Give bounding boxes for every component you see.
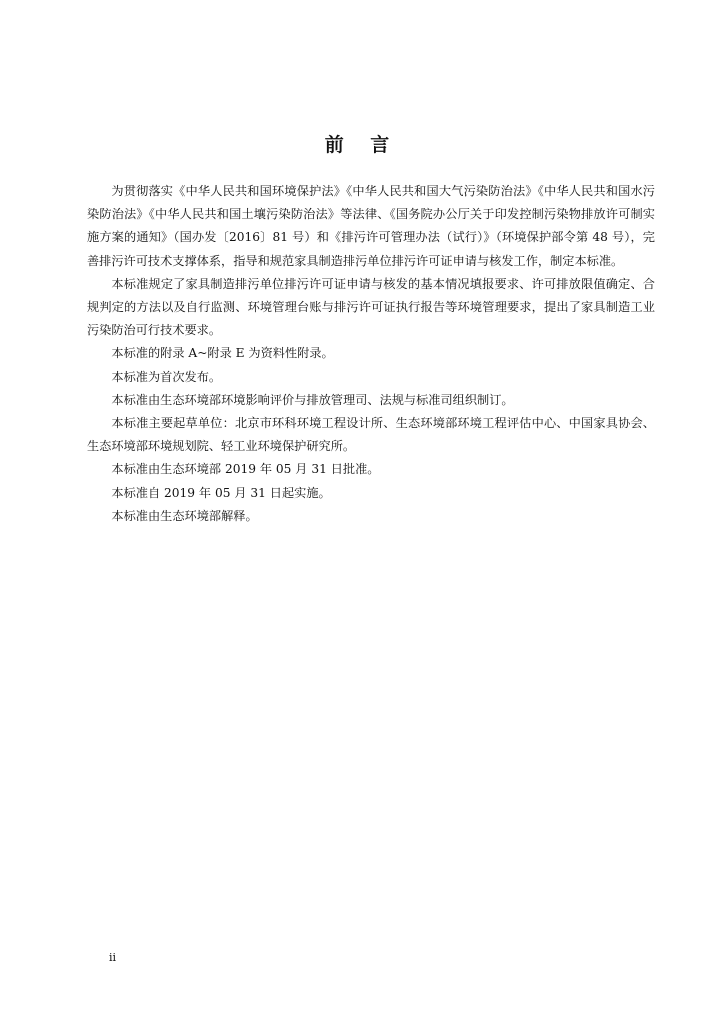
paragraph-approval-date: 本标准由生态环境部 2019 年 05 月 31 日批准。: [111, 462, 380, 477]
page-number: ii: [109, 951, 117, 964]
body-text: [87, 180, 655, 528]
paragraph-scope: 本标准规定了家具制造排污单位排污许可证申请与核发的基本情况填报要求、许可排放限值确定、合规判定的方法以及自行监测、环境管理台账与排污许可证执行报告等环境管理要求，提出了家具制造工业污染防治可行技术要求。: [87, 276, 655, 338]
paragraph-drafting-units: 本标准主要起草单位：北京市环科环境工程设计所、生态环境部环境工程评估中心、中国家具协会、生态环境部环境规划院、轻工业环境保护研究所。: [87, 416, 655, 454]
paragraph-appendix: 本标准的附录 A~附录 E 为资料性附录。: [111, 346, 334, 361]
paragraph-interpretation: 本标准由生态环境部解释。: [111, 508, 258, 523]
paragraph-purpose: 为贯彻落实《中华人民共和国环境保护法》《中华人民共和国大气污染防治法》《中华人民共和国水污染防治法》《中华人民共和国土壤污染防治法》等法律、《国务院办公厅关于印发控制污染物排放许可制实施方案的通知》（国办发〔2016〕81 号）和《排污许可管理办法（试行）》（环境保护部令第 48 号），完善排污许可技术支撑体系，指导和规范家具制造排污单位排污许可证申请与核发工作，制定本标准。: [87, 184, 655, 268]
page-title: 前 言: [324, 134, 400, 156]
paragraph-effective-date: 本标准自 2019 年 05 月 31 日起实施。: [111, 485, 331, 500]
paragraph-organizer: 本标准由生态环境部环境影响评价与排放管理司、法规与标准司组织制订。: [111, 392, 514, 407]
paragraph-first-release: 本标准为首次发布。: [111, 369, 222, 384]
